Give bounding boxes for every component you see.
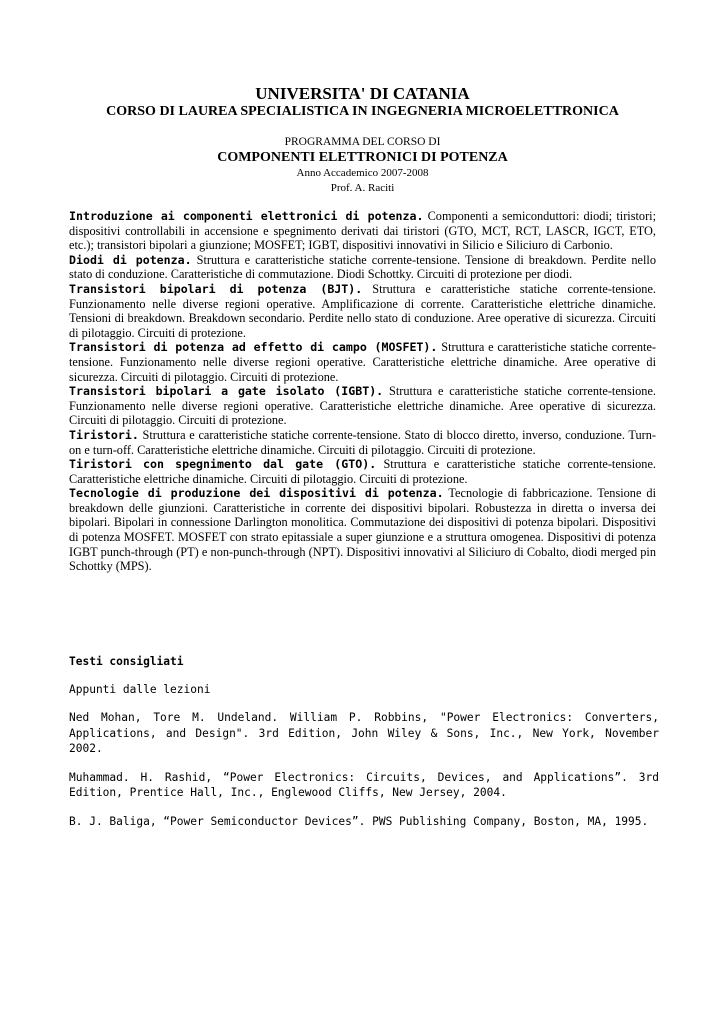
section-text: Struttura e caratteristiche statiche corrente-tensione. Funzionamento nelle diverse regioni operative. Caratteristiche elettriche dinamiche. Aree operative di sicurezza. Circuiti di pilotaggio. Circuiti di protezione. [69, 340, 657, 384]
section-diodes [69, 253, 656, 282]
section-title: Tecnologie di produzione dei dispositivi di potenza. [69, 486, 444, 501]
reference-item: B. J. Baliga, “Power Semiconductor Devices”. PWS Publishing Company, Boston, MA, 1995. [69, 814, 649, 828]
section-title: Transistori bipolari a gate isolato (IGBT). [69, 384, 384, 399]
degree-name: CORSO DI LAUREA SPECIALISTICA IN INGEGNERIA MICROELETTRONICA [106, 104, 619, 119]
section-title: Tiristori. [69, 427, 139, 442]
section-title: Tiristori con spegnimento dal gate (GTO). [69, 457, 377, 472]
section-igbt [69, 384, 656, 428]
section-title: Transistori bipolari di potenza (BJT). [69, 281, 363, 296]
syllabus-body [69, 209, 656, 574]
section-title: Transistori di potenza ad effetto di campo (MOSFET). [69, 340, 438, 355]
professor-name: Prof. A. Raciti [330, 182, 395, 194]
reference-item: Ned Mohan, Tore M. Undeland. William P. Robbins, "Power Electronics: Converters, Applications, and Design". 3rd Edition, John Wiley & Sons, Inc., New York, November 2002. [69, 711, 659, 755]
section-title: Diodi di potenza. [69, 252, 192, 267]
section-text: Struttura e caratteristiche statiche corrente-tensione. Funzionamento nelle diverse regioni operative. Caratteristiche elettriche dinamiche. Aree operative di sicurezza. Circuiti di pilotaggio. Circuiti di protezione. [69, 384, 656, 428]
course-title: COMPONENTI ELETTRONICI DI POTENZA [217, 150, 508, 165]
references [69, 654, 659, 842]
section-bjt [69, 282, 656, 340]
university-name: UNIVERSITA' DI CATANIA [255, 84, 470, 103]
reference-item: Muhammad. H. Rashid, “Power Electronics: Circuits, Devices, and Applications”. 3rd Edition, Prentice Hall, Inc., Englewood Cliffs, New Jersey, 2004. [69, 770, 659, 799]
section-thyristors [69, 428, 656, 457]
section-title: Introduzione ai componenti elettronici di potenza. [69, 209, 424, 223]
section-mosfet [69, 340, 656, 384]
section-text: Struttura e caratteristiche statiche corrente-tensione. Tensione di breakdown. Perdite nello stato di conduzione. Caratteristiche di commutazione. Diodi Schottky. Circuiti di protezione per diodi. [69, 252, 656, 282]
academic-year: Anno Accademico 2007-2008 [296, 167, 429, 179]
section-text: Struttura e caratteristiche statiche corrente-tensione. Caratteristiche elettriche dinamiche. Circuiti di pilotaggio. Circuiti di protezione. [69, 457, 656, 486]
section-intro [69, 209, 656, 253]
section-text: Tecnologie di fabbricazione. Tensione di breakdown delle giunzioni. Caratteristiche in corrente dei dispositivi bipolari. Robustezza in diretta o inversa dei bipolari. Bipolari in connessione Darlington monolitica. Commutazione dei dispositivi di potenza bipolari. Dispositivi di potenza MOSFET. MOSFET con strato epitassiale a super giunzione e a struttura omogenea. Dispositivi di potenza IGBT punch-through (PT) e non-punch-through (NPT). Dispositivi innovativi al Siliciuro di Cobalto, diodi merged pin Schottky (MPS). [69, 486, 656, 574]
references-title: Testi consigliati [69, 655, 184, 668]
reference-item: Appunti dalle lezioni [69, 682, 211, 696]
section-text: Struttura e caratteristiche statiche corrente-tensione. Stato di blocco diretto, inverso, conduzione. Turn-on e turn-off. Caratteristiche elettriche dinamiche. Circuiti di pilotaggio. Circuiti di protezione. [69, 427, 656, 457]
section-gto [69, 457, 656, 486]
section-text: Struttura e caratteristiche statiche corrente-tensione. Funzionamento nelle diverse regioni operative. Amplificazione di corrente. Caratteristiche elettriche dinamiche. Tensioni di breakdown. Breakdown secondario. Perdite nello stato di conduzione. Aree operative di sicurezza. Circuiti di pilotaggio. Circuiti di protezione. [69, 281, 656, 340]
program-label: PROGRAMMA DEL CORSO DI [284, 136, 441, 148]
section-technologies [69, 486, 656, 574]
section-text: Componenti a semiconduttori: diodi; tiristori; dispositivi controllabili in accensione e spegnimento derivati dai tiristori (GTO, MCT, RCT, LASCR, IGCT, ETO, etc.); transistori bipolari a giunzione; MOSFET; IGBT, dispositivi innovativi in Silicio e Siliciuro di Carbonio. [69, 209, 656, 253]
